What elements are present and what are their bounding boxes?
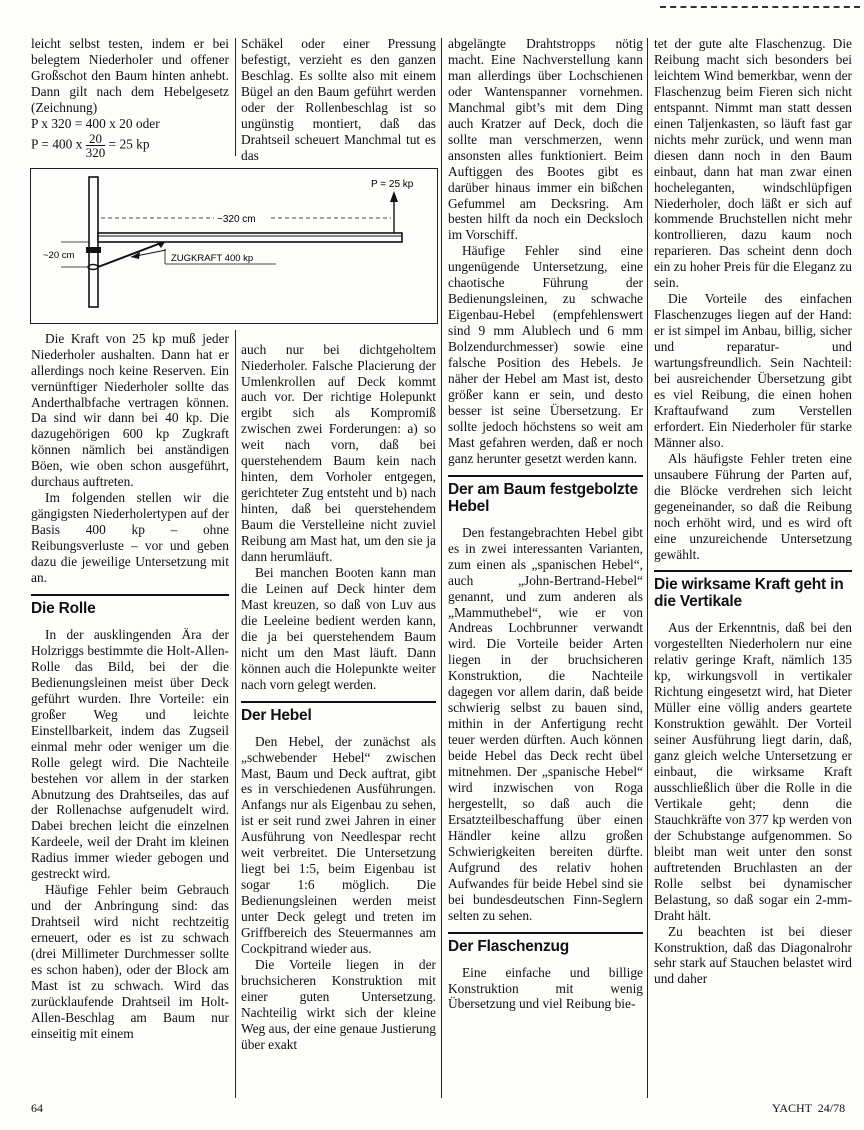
pull-label: ZUGKRAFT 400 kp — [171, 253, 254, 264]
section-heading-rolle: Die Rolle — [31, 594, 229, 619]
formula-2-left: P = 400 x — [31, 136, 83, 152]
paragraph: Zu beachten ist bei dieser Konstruktion, daß das Diagonalrohr sehr stark auf Stauchen belastet wird und daher — [654, 923, 852, 987]
force-label: P = 25 kp — [371, 179, 414, 190]
paragraph: Bei manchen Booten kann man die Leinen auf Deck hinter dem Mast kreuzen, so daß von Luv aus die Leeleine bedient werden kann, die ja bei querstehendem Baum nicht um den Mast läuft. Dann können auch die Holepunkte weiter nach vorn gelegt werden. — [241, 564, 436, 692]
paragraph: Die Vorteile des einfachen Flaschenzuges liegen auf der Hand: er ist simpel im Anbau, billig, sicher und reparatur- und wartungsfreundlich. Sein Nachteil: bei ausreichender Übersetzung gibt es viel Reibung, die einen hohen Kraftaufwand zum Verstellen erfordert. Ein Niederholer für starke Männer also. — [654, 291, 852, 450]
column-rule-1b — [235, 330, 236, 1098]
column-rule-3 — [647, 38, 648, 1098]
fraction-denominator: 320 — [85, 144, 106, 160]
force-arrowhead — [390, 191, 398, 202]
paragraph: auch nur bei dichtgeholtem Niederholer. Falsche Placierung der Umlenkrollen auf Deck kommt auch vor. Der richtige Holepunkt ergibt sich als Kompromiß zwischen zwei Forderungen: a) so weit nach vorn, daß bei querstehendem Baum kein nach hinten, dem Vorholer entgegen, gerichteter Zug entsteht und b) nach hinten, daß bei querstehendem Baum die Verstelleine nicht zuviel Reibung am Mast hat, um den sie ja dann herumläuft. — [241, 341, 436, 565]
formula-2-right: = 25 kp — [108, 136, 150, 152]
paragraph: Aus der Erkenntnis, daß bei den vorgestellten Niederholern nur eine relativ geringe Kraft, nämlich 135 kp, wirkungsvoll in vertikaler Richtung eingesetzt wird, hat Dieter Müller eine völlig anders geartete Konstruktion gewählt. Der Vorteil seiner Ausführung liegt darin, daß, ganz gleich welche Untersetzung er einbaut, die wirksame Kraft ausschließlich über die Rolle in die Vertikale geht; denn die Stauchkräfte von 377 kp werden von der Schubstange aufgenommen. So bleibt man weit unter den sonst auftretenden Bruchlasten an der Rolle selbst bei dynamischer Belastung, so daß sogar ein 2-mm-Draht hält. — [654, 620, 852, 923]
column-rule-2 — [441, 38, 442, 1098]
offset-label: ~20 cm — [43, 250, 75, 261]
magazine-issue: YACHT 24/78 — [772, 1101, 846, 1115]
section-heading-flaschenzug: Der Flaschenzug — [448, 932, 643, 957]
paragraph: leicht selbst testen, indem er bei belegtem Niederholer und offener Großschot den Baum hinten anhebt. Dann gilt nach dem Hebelgesetz (Zeichnung) — [31, 36, 229, 115]
paragraph: abgelängte Drahtstropps nötig macht. Eine Nachverstellung kann man allerdings über Lochschienen oder Wantenspanner vornehmen. Manchmal gibt’s mit dem Ding auch Kratzer auf Deck, doch die sollte man verschmerzen, wenn ansonsten alles funktioniert. Beim Auftiggen des Bootes gibt es darüber hinaus immer ein bißchen Gefummel am Decksring. Am besten hilft da noch ein Decksloch im Vorschiff. — [448, 36, 643, 243]
paragraph: Schäkel oder einer Pressung befestigt, verzieht es den ganzen Beschlag. Es sollte also mit einem Bügel an den Baum geführt werden oder der Rollenbeschlag ist so ungünstig montiert, daß das Drahtseil scheuert Manchmal tut es das — [241, 36, 436, 163]
section-heading-hebel: Der Hebel — [241, 701, 436, 726]
lever-diagram-svg — [31, 169, 437, 323]
mast-shape — [89, 177, 98, 307]
mast-fitting-shape — [86, 247, 101, 253]
length-label: ~320 cm — [217, 214, 256, 225]
paragraph: Eine einfache und billige Konstruktion mit wenig Übersetzung und viel Reibung bie- — [448, 964, 643, 1012]
paragraph: Die Kraft von 25 kp muß jeder Niederholer aushalten. Dann hat er allerdings noch keine Reserven. Ein vernünftiger Niederholer sollte das Anderthalbfache vertragen können. Da sind wir dann bei 40 kp. Die dazugehörigen 600 kp Zugkraft können nämlich bei anständigen Böen, wie oben schon ausgeführt, durchaus auftreten. — [31, 330, 229, 490]
paragraph: Häufige Fehler beim Gebrauch und der Anbringung sind: das Drahtseil wird nicht rechtzeitig erneuert, oder es ist zu schwach (drei Millimeter Durchmesser sollte es schon haben), oder der Block am Mast ist zu schwach. Wird das zurücklaufende Drahtseil im Holt-Allen-Beschlag am Baum nur einseitig mit einem — [31, 882, 229, 1041]
paragraph: Den festangebrachten Hebel gibt es in zwei interessanten Varianten, zum einen als „spanischen Hebel“, auch „John-Bertrand-Hebel“ genannt, und zum anderen als „Mammuthebel“, wie er von Andreas Lochbrunner verwandt wird. Die Vorteile beider Arten liegen in der bruchsicheren Konstruktion, die Nachteile dagegen vor allem darin, daß beide schwierig selbst zu bauen sind, mithin in der Anfertigung recht teuer werden dürften. Auch können beide Hebel das Deck recht übel mitnehmen. Der „spanische Hebel“ wird inzwischen von Roga hergestellt, so daß auch die Ersatzteilbeschaffung über einen Händler keine allzu großen Schwierigkeiten bereiten dürfte. Aufgrund des relativ hohen Aufwandes für beide Hebel sind sie bei bundesdeutschen Finn-Seglern selten zu sehen. — [448, 524, 643, 923]
fraction-numerator: 20 — [86, 132, 106, 146]
section-heading-vertikale: Die wirksame Kraft geht in die Vertikale — [654, 570, 852, 612]
section-heading-festgebolzt: Der am Baum festgebolzte Hebel — [448, 475, 643, 517]
paragraph: Den Hebel, der zunächst als „schwebender Hebel“ zwischen Mast, Baum und Deck auftrat, gibt es in verschiedenen Ausführungen. Anfangs nur als Eigenbau zu sehen, ist er seit rund zwei Jahren in einer Ausführung von Needlespar recht weit verbreitet. Die Untersetzung liegt bei 1:5, beim Eigenbau ist sogar 1:6 möglich. Die Bedienungsleinen werden meist unter Deck gelegt und treten im Griffbereich des Steuermannes am Cockpitrand wieder aus. — [241, 733, 436, 956]
page-number: 64 — [31, 1101, 43, 1115]
paragraph: Die Vorteile liegen in der bruchsicheren Konstruktion mit einer guten Untersetzung. Nachteilig wirkt sich der kleine Weg aus, der eine genaue Justierung über exakt — [241, 956, 436, 1052]
column-4 — [654, 36, 852, 987]
column-rule-1 — [235, 38, 236, 156]
formula-1: P x 320 = 400 x 20 oder — [31, 115, 160, 131]
paragraph: In der ausklingenden Ära der Holzriggs bestimmte die Holt-Allen-Rolle das Bild, bei der die Bedienungsleinen meist über Deck geführt wurden. Ihre Vorteile: ein großer Weg und leichte Einstellbarkeit, indem das Zugseil einmal mehr oder weniger um die Rolle gelegt wird. Die Nachteile bestehen vor allem in der starken Abnutzung des Drahtseiles, das auf der Rollenachse aufgenudelt wird. Dabei brechen leicht die einzelnen Kardeele, weil der Draht im kleinen Radius immer wieder gebogen und gestreckt wird. — [31, 626, 229, 882]
column-3 — [448, 36, 643, 1012]
boom-shape — [98, 233, 402, 242]
paragraph: Als häufigste Fehler treten eine unsaubere Führung der Parten auf, die Blöcke verdrehen sich leicht gegeneinander, so daß die Reibung noch erhöht wird, und es wird oft eine unzureichende Untersetzung gewählt. — [654, 450, 852, 562]
paragraph: Im folgenden stellen wir die gängigsten Niederholertypen auf der Basis 400 kp – ohne Reibungsverluste – vor und geben dazu die jeweilige Untersetzung mit an. — [31, 490, 229, 586]
paragraph: Häufige Fehler sind eine ungenügende Untersetzung, eine chaotische Führung der Bedienungsleinen, zu schwache Eigenbau-Hebel (empfehlenswert sind 9 mm Alublech und 6 mm Bolzendurchmesser) sowie eine falsche Position des Hebels. Je näher der Hebel am Mast ist, desto größer kann er sein, und desto besser ist seine Übersetzung. Er sollte jedoch höchstens so weit am Mast gefahren werden, daß er noch ganz herunter gesetzt werden kann. — [448, 243, 643, 466]
formula-2 — [31, 132, 229, 159]
fraction — [86, 132, 106, 159]
paragraph: tet der gute alte Flaschenzug. Die Reibung macht sich besonders bei leichtem Wind bemerkbar, wenn der Flaschenzug beim Fieren sich nicht entspannt. Nimmt man statt dessen einen Taljenkasten, so läuft fast gar nichts mehr zurück, und wenn man diesen dann noch in den Baum einbaut, dann hat man zwar einen hocheleganten, windschlüpfigen Niederholer, doch läßt er sich auf kommende Bruchstellen nicht mehr kontrollieren, dazu kaum noch reparieren. Das scheint denn doch ein zu hoher Preis für die Eleganz zu sein. — [654, 36, 852, 291]
vang-line — [98, 243, 161, 267]
top-dashed-rule — [660, 6, 860, 8]
lever-diagram — [30, 168, 438, 324]
